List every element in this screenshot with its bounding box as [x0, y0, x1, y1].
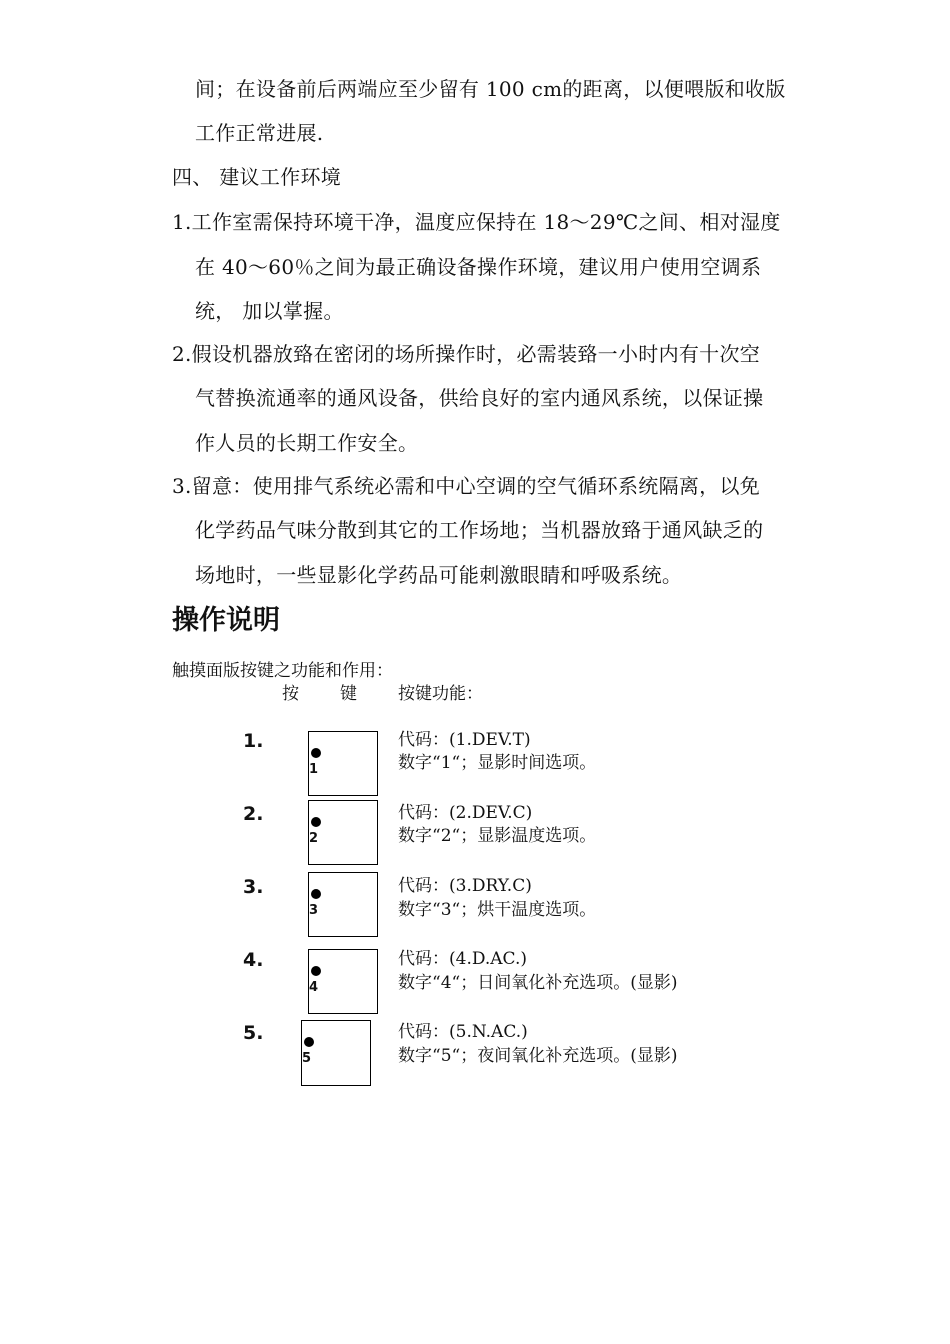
key-5-button[interactable]	[301, 1020, 371, 1086]
key-column-header-1: 按	[282, 684, 299, 704]
list-item-1-line: 在 40～60％之间为最正确设备操作环境，建议用户使用空调系	[195, 255, 762, 279]
key-label: 1	[309, 762, 319, 777]
key-code: 代码：(5.N.AC.)	[398, 1022, 528, 1042]
key-number: 2.	[243, 803, 264, 825]
function-column-header: 按键功能：	[398, 684, 483, 704]
key-number: 1.	[243, 730, 264, 752]
section-heading-four: 四、 建议工作环境	[172, 165, 342, 189]
key-2-button[interactable]	[308, 800, 378, 865]
body-line: 工作正常进展.	[195, 121, 324, 145]
list-item-2-line: 气替换流通率的通风设备，供给良好的室内通风系统，以保证操	[195, 386, 764, 410]
indicator-dot-icon	[311, 748, 321, 758]
key-label: 5	[302, 1051, 312, 1066]
key-label: 3	[309, 903, 319, 918]
list-item-3-line: 场地时，一些显影化学药品可能刺激眼睛和呼吸系统。	[195, 563, 683, 587]
list-item-1-line: 1.工作室需保持环境干净，温度应保持在 18～29℃之间、相对湿度	[172, 210, 781, 234]
key-3-button[interactable]	[308, 872, 378, 937]
key-function: 数字“5“；夜间氧化补充选项。(显影)	[398, 1046, 678, 1066]
key-code: 代码：(2.DEV.C)	[398, 803, 533, 823]
key-function: 数字“4“；日间氧化补充选项。(显影)	[398, 973, 678, 993]
key-4-button[interactable]	[308, 949, 378, 1014]
key-label: 2	[309, 831, 319, 846]
key-column-header-2: 键	[340, 684, 357, 704]
indicator-dot-icon	[304, 1037, 314, 1047]
list-item-3-line: 化学药品气味分散到其它的工作场地；当机器放臵于通风缺乏的	[195, 518, 764, 542]
list-item-3-line: 3.留意：使用排气系统必需和中心空调的空气循环系统隔离，以免	[172, 474, 761, 498]
key-number: 3.	[243, 876, 264, 898]
list-item-2-line: 作人员的长期工作安全。	[195, 431, 419, 455]
list-item-1-line: 统， 加以掌握。	[195, 299, 344, 323]
key-function: 数字“1“；显影时间选项。	[398, 753, 597, 773]
indicator-dot-icon	[311, 889, 321, 899]
section-title: 操作说明	[172, 605, 280, 636]
key-function: 数字“2“；显影温度选项。	[398, 826, 597, 846]
intro-text: 触摸面版按键之功能和作用：	[172, 661, 393, 681]
key-number: 4.	[243, 949, 264, 971]
key-function: 数字“3“；烘干温度选项。	[398, 900, 597, 920]
key-1-button[interactable]	[308, 731, 378, 796]
key-label: 4	[309, 980, 319, 995]
indicator-dot-icon	[311, 966, 321, 976]
body-line: 间；在设备前后两端应至少留有 100 cm的距离，以便喂版和收版	[195, 77, 786, 101]
list-item-2-line: 2.假设机器放臵在密闭的场所操作时，必需装臵一小时内有十次空	[172, 342, 761, 366]
indicator-dot-icon	[311, 817, 321, 827]
key-code: 代码：(3.DRY.C)	[398, 876, 532, 896]
key-number: 5.	[243, 1022, 264, 1044]
key-code: 代码：(1.DEV.T)	[398, 730, 531, 750]
key-code: 代码：(4.D.AC.)	[398, 949, 527, 969]
